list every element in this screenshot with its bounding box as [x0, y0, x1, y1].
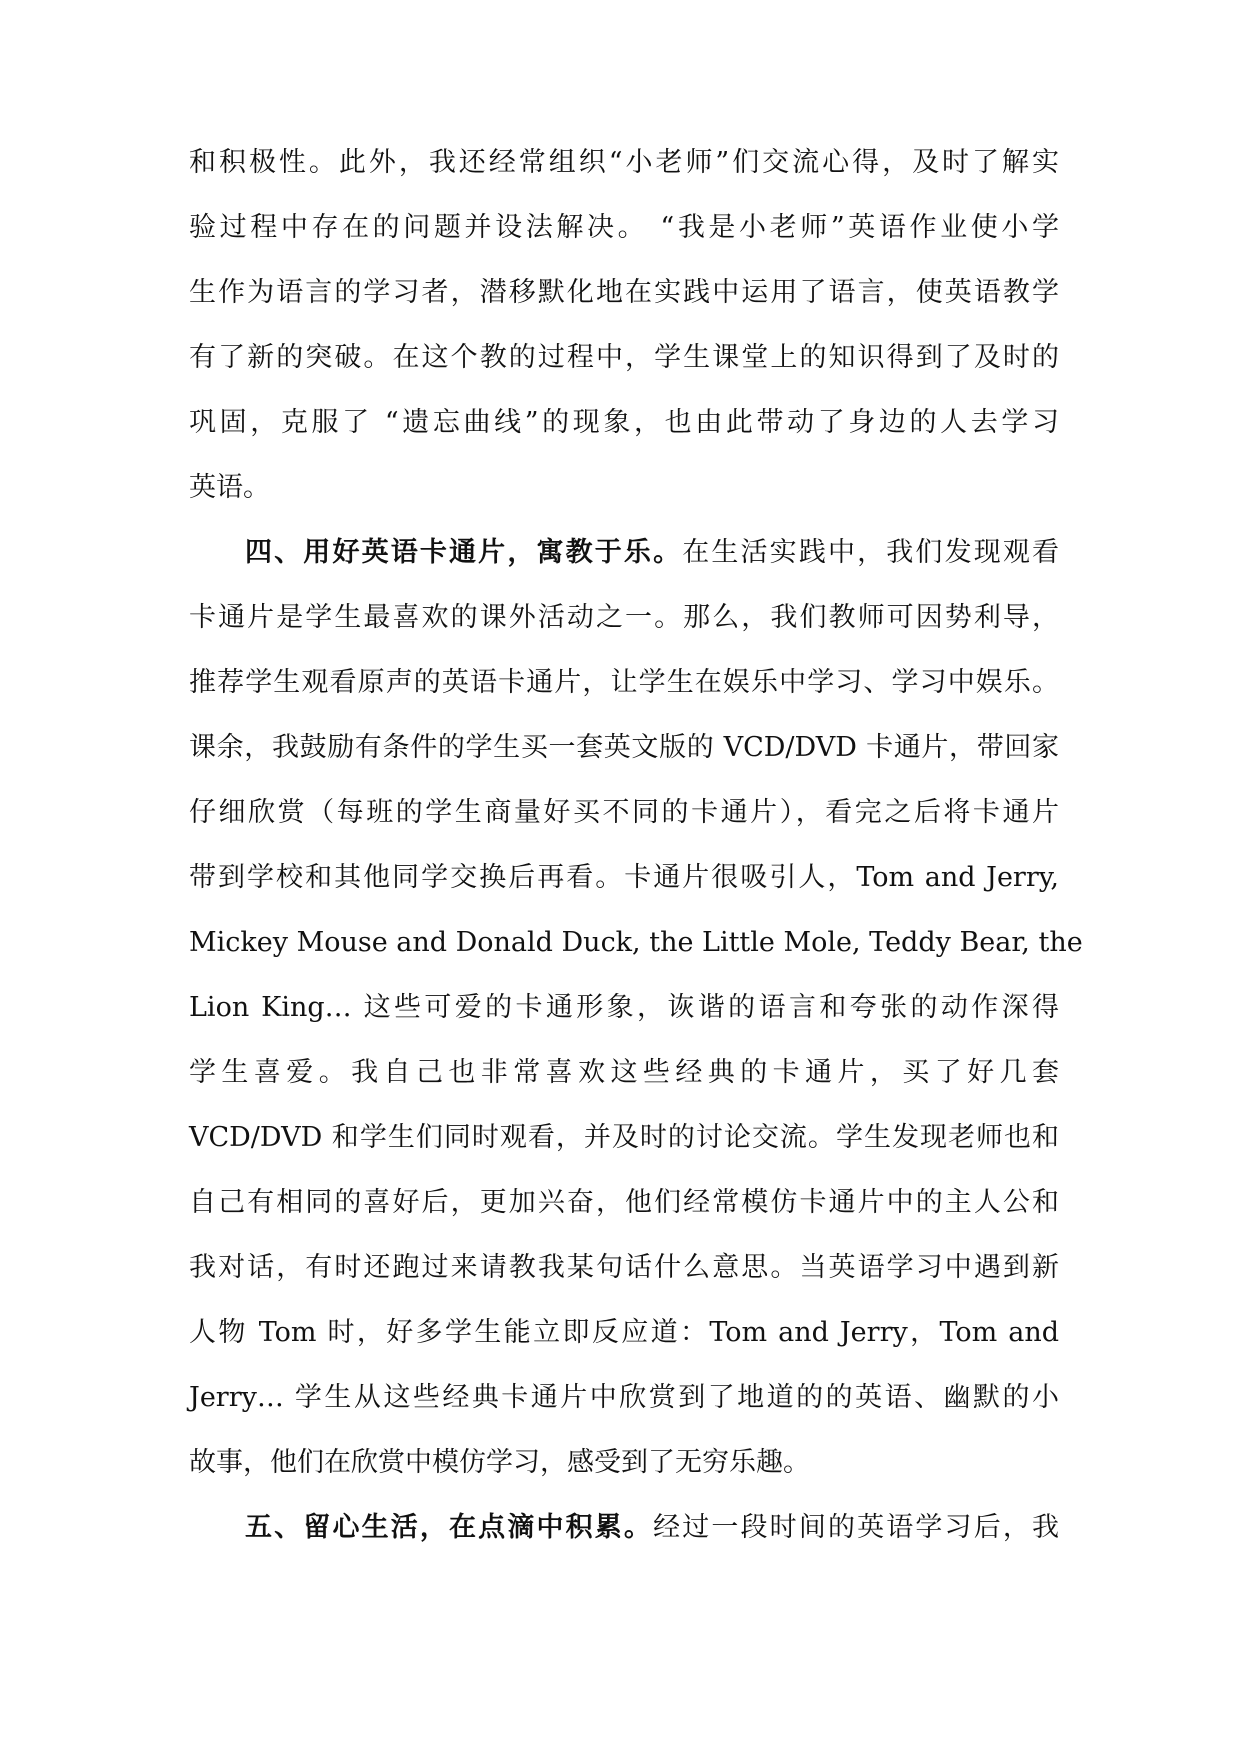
paragraph-line: 生作为语言的学习者，潜移默化地在实践中运用了语言，使英语教学 — [189, 277, 1059, 308]
paragraph-line: 英语。 — [189, 472, 270, 503]
section-5-heading: 五、留心生活，在点滴中积累。 — [245, 1512, 654, 1543]
section-4-first-line-text: 在生活实践中，我们发现观看 — [682, 537, 1060, 568]
paragraph-line: VCD/DVD 和学生们同时观看，并及时的讨论交流。学生发现老师也和 — [189, 1122, 1059, 1153]
paragraph-line: 巩固，克服了 “遗忘曲线”的现象，也由此带动了身边的人去学习 — [189, 407, 1059, 438]
paragraph-line: Jerry… 学生从这些经典卡通片中欣赏到了地道的的英语、幽默的小 — [189, 1382, 1059, 1413]
paragraph-line: 我对话，有时还跑过来请教我某句话什么意思。当英语学习中遇到新 — [189, 1252, 1059, 1283]
section-4-first-line — [245, 520, 1059, 586]
paragraph-line: 课余，我鼓励有条件的学生买一套英文版的 VCD/DVD 卡通片，带回家 — [189, 732, 1059, 763]
paragraph-line: 推荐学生观看原声的英语卡通片，让学生在娱乐中学习、学习中娱乐。 — [189, 667, 1059, 698]
paragraph-line: 卡通片是学生最喜欢的课外活动之一。那么，我们教师可因势利导， — [189, 602, 1059, 633]
paragraph-line: 仔细欣赏（每班的学生商量好买不同的卡通片），看完之后将卡通片 — [189, 797, 1059, 828]
paragraph-line: 学生喜爱。我自己也非常喜欢这些经典的卡通片，买了好几套 — [189, 1057, 1059, 1088]
paragraph-line: 人物 Tom 时，好多学生能立即反应道：Tom and Jerry，Tom and — [189, 1317, 1059, 1348]
paragraph-line: 和积极性。此外，我还经常组织“小老师”们交流心得，及时了解实 — [189, 147, 1059, 178]
section-5-first-line-text: 经过一段时间的英语学习后，我 — [653, 1512, 1060, 1543]
paragraph-line: 自己有相同的喜好后，更加兴奋，他们经常模仿卡通片中的主人公和 — [189, 1187, 1059, 1218]
section-4-heading: 四、用好英语卡通片，寓教于乐。 — [245, 537, 683, 568]
paragraph-line: 验过程中存在的问题并设法解决。 “我是小老师”英语作业使小学 — [189, 212, 1059, 243]
paragraph-line: 有了新的突破。在这个教的过程中，学生课堂上的知识得到了及时的 — [189, 342, 1059, 373]
paragraph-line: 故事，他们在欣赏中模仿学习，感受到了无穷乐趣。 — [189, 1447, 810, 1478]
paragraph-line: Mickey Mouse and Donald Duck, the Little Mole, Teddy Bear, the — [189, 927, 1083, 958]
section-5-first-line — [245, 1495, 1059, 1561]
paragraph-line: 带到学校和其他同学交换后再看。卡通片很吸引人，Tom and Jerry, — [189, 862, 1059, 893]
paragraph-line: Lion King… 这些可爱的卡通形象，诙谐的语言和夸张的动作深得 — [189, 992, 1059, 1023]
